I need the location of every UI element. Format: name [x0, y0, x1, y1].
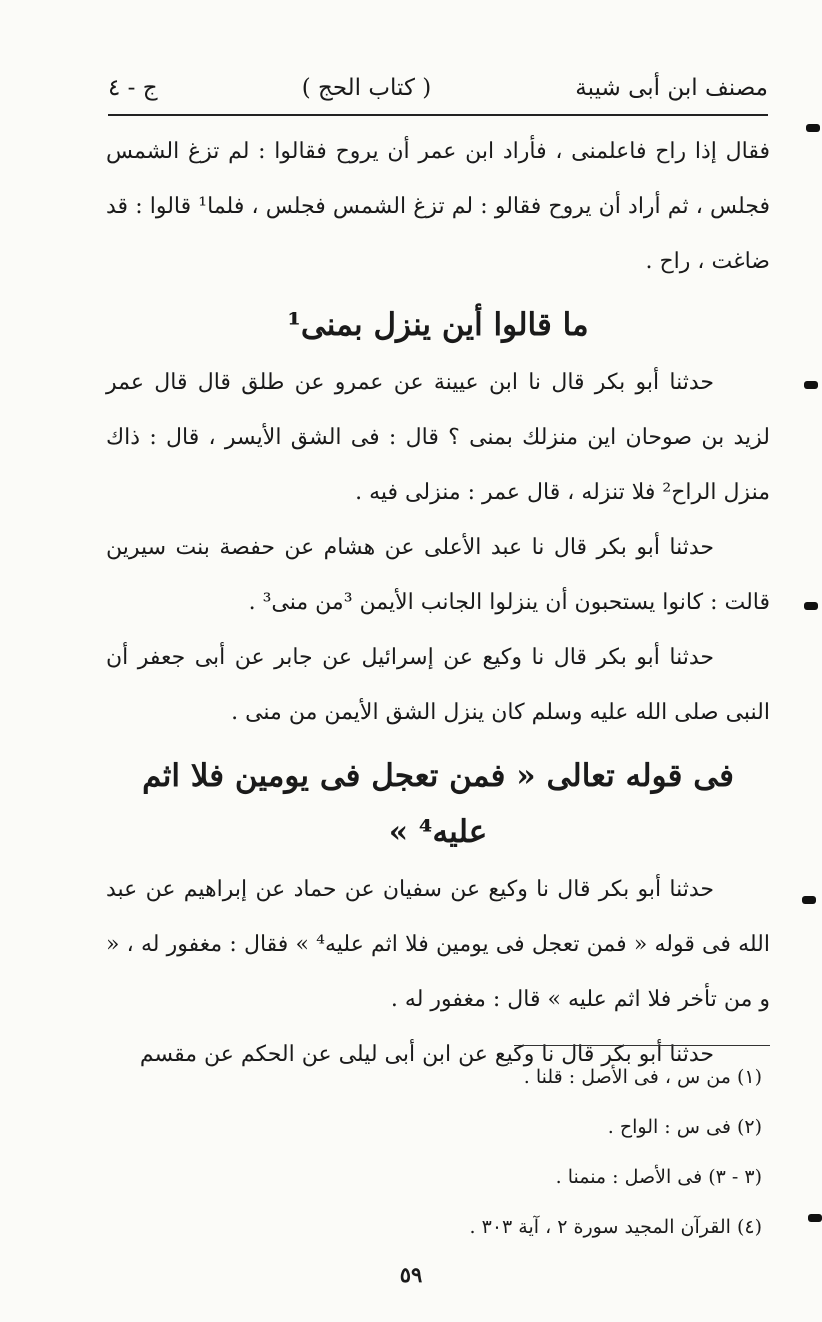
- scan-margin-mark: [806, 124, 820, 132]
- footnote: (٣ - ٣) فى الأصل : منمنا .: [555, 1166, 762, 1188]
- running-header: [108, 68, 768, 108]
- section-heading-mina: ما قالوا أين ينزل بمنى¹: [287, 307, 589, 343]
- footnote: (١) من س ، فى الأصل : قلنا .: [523, 1066, 762, 1088]
- footnote: (٢) فى س : الواح .: [607, 1116, 762, 1138]
- paragraph: حدثنا أبو بكر قال نا وكيع عن ابن أبى ليلى عن الحكم عن مقسم: [139, 1042, 714, 1067]
- footnote-rule: [514, 1045, 770, 1046]
- paragraph: حدثنا أبو بكر قال نا وكيع عن سفيان عن حماد عن إبراهيم عن عبد الله فى قوله « فمن تعجل فى يومين فلا اثم عليه⁴ » فقال : مغفور له ، « و من تأخر فلا اثم عليه » قال : مغفور له .: [106, 877, 770, 1012]
- footnotes: [262, 1052, 762, 1252]
- scan-margin-mark: [804, 602, 818, 610]
- main-text: [106, 124, 770, 1082]
- header-book-title: مصنف ابن أبى شيبة: [575, 75, 768, 101]
- page-number: ٥٩: [399, 1262, 423, 1287]
- paragraph: حدثنا أبو بكر قال نا عبد الأعلى عن هشام عن حفصة بنت سيرين قالت : كانوا يستحبون أن ينزلوا الجانب الأيمن ³من منى³ .: [106, 535, 770, 615]
- section-heading-verse: فى قوله تعالى « فمن تعجل فى يومين فلا اثم عليه⁴ »: [142, 758, 734, 850]
- scan-margin-mark: [808, 1214, 822, 1222]
- scan-margin-mark: [804, 381, 818, 389]
- header-volume: ج - ٤: [108, 75, 158, 101]
- header-rule: [108, 114, 768, 116]
- paragraph: فقال إذا راح فاعلمنى ، فأراد ابن عمر أن يروح فقالوا : لم تزغ الشمس فجلس ، ثم أراد أن يروح فقالو : لم تزغ الشمس فجلس ، فلما¹ قالوا : قد ضاغت ، راح .: [106, 139, 770, 274]
- paragraph: حدثنا أبو بكر قال نا وكيع عن إسرائيل عن جابر عن أبى جعفر أن النبى صلى الله عليه وسلم كان ينزل الشق الأيمن من منى .: [106, 645, 770, 725]
- header-chapter-title: ( كتاب الحج ): [301, 75, 432, 101]
- footnote: (٤) القرآن المجيد سورة ٢ ، آية ٣٠٣ .: [469, 1216, 762, 1238]
- paragraph: حدثنا أبو بكر قال نا ابن عيينة عن عمرو عن طلق قال قال عمر لزيد بن صوحان اين منزلك بمنى ؟ قال : فى الشق الأيسر ، قال : ذاك منزل الراح² فلا تنزله ، قال عمر : منزلى فيه .: [106, 370, 770, 505]
- scan-margin-mark: [802, 896, 816, 904]
